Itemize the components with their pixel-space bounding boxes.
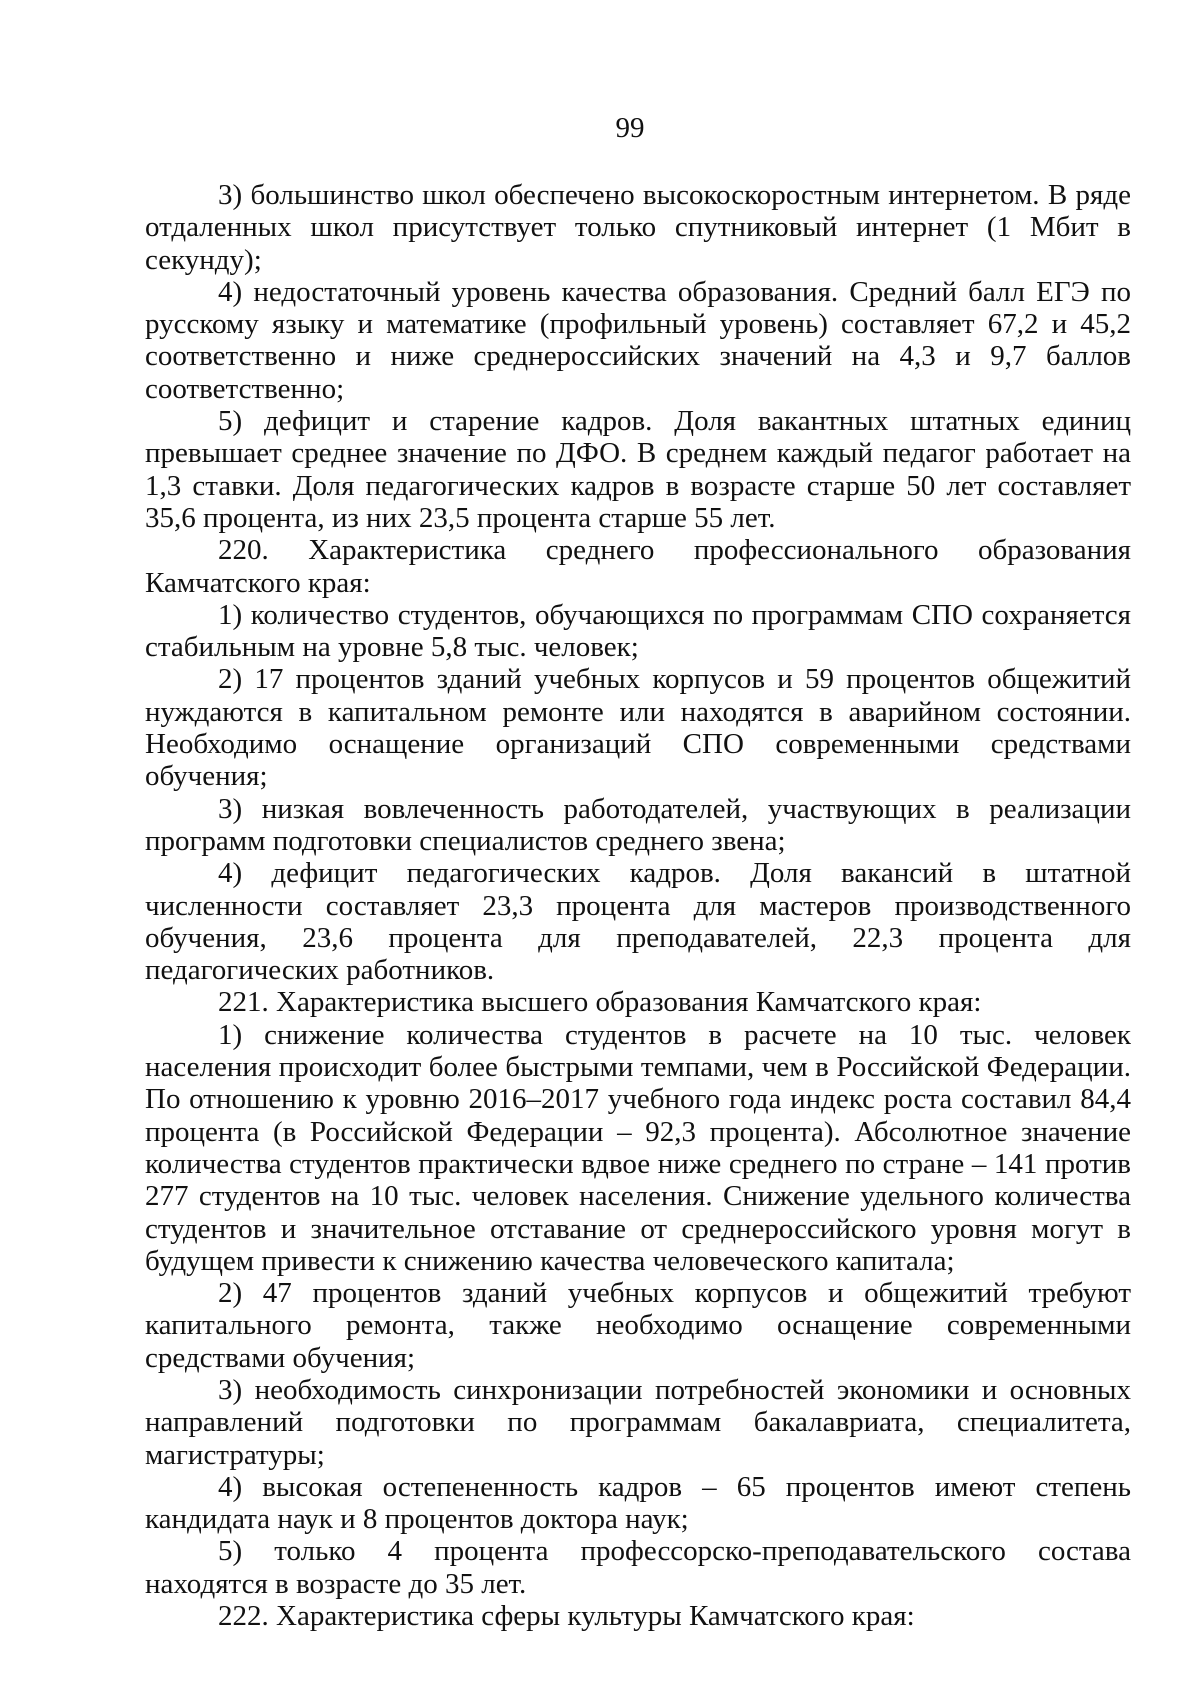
paragraph-221: 221. Характеристика высшего образования Камчатского края: — [218, 986, 982, 1019]
paragraph-item-3: 3) большинство школ обеспечено высокоскоростным интернетом. В ряде отдаленных школ присутствует только спутниковый интернет (1 Мбит в секунду); — [145, 179, 1131, 276]
paragraph-220-item-2: 2) 17 процентов зданий учебных корпусов и 59 процентов общежитий нуждаются в капитальном ремонте или находятся в аварийном состоянии. Необходимо оснащение организаций СПО современными средствами обучения; — [145, 663, 1131, 793]
paragraph-221-item-4: 4) высокая остепененность кадров – 65 процентов имеют степень кандидата наук и 8 процентов доктора наук; — [145, 1470, 1131, 1536]
paragraph-item-4: 4) недостаточный уровень качества образования. Средний балл ЕГЭ по русскому языку и математике (профильный уровень) составляет 67,2 и 45,2 соответственно и ниже среднероссийских значений на 4,3 и 9,7 баллов соответственно; — [145, 275, 1131, 405]
paragraph-220: 220. Характеристика среднего профессионального образования Камчатского края: — [145, 534, 1131, 599]
paragraph-220-item-4: 4) дефицит педагогических кадров. Доля вакансий в штатной численности составляет 23,3 процента для мастеров производственного обучения, 23,6 процента для преподавателей, 22,3 процента для педагогических работников. — [145, 857, 1131, 987]
paragraph-220-item-3: 3) низкая вовлеченность работодателей, участвующих в реализации программ подготовки специалистов среднего звена; — [145, 792, 1131, 857]
document-body — [145, 179, 1131, 1632]
paragraph-221-item-3: 3) необходимость синхронизации потребностей экономики и основных направлений подготовки по программам бакалавриата, специалитета, магистратуры; — [145, 1373, 1131, 1471]
page-number: 99 — [615, 112, 645, 144]
paragraph-221-item-5: 5) только 4 процента профессорско-преподавательского состава находятся в возрасте до 35 лет. — [145, 1535, 1131, 1600]
paragraph-221-item-1: 1) снижение количества студентов в расчете на 10 тыс. человек населения происходит более быстрыми темпами, чем в Российской Федерации. По отношению к уровню 2016–2017 учебного года индекс роста составил 84,4 процента (в Российской Федерации – 92,3 процента). Абсолютное значение количества студентов практически вдвое ниже среднего по стране – 141 против 277 студентов на 10 тыс. человек населения. Снижение удельного количества студентов и значительное отставание от среднероссийского уровня могут в будущем привести к снижению качества человеческого капитала; — [145, 1018, 1131, 1277]
paragraph-222: 222. Характеристика сферы культуры Камчатского края: — [218, 1600, 915, 1633]
paragraph-221-item-2: 2) 47 процентов зданий учебных корпусов и общежитий требуют капитального ремонта, также необходимо оснащение современными средствами обучения; — [145, 1277, 1131, 1374]
paragraph-item-5: 5) дефицит и старение кадров. Доля вакантных штатных единиц превышает среднее значение по ДФО. В среднем каждый педагог работает на 1,3 ставки. Доля педагогических кадров в возрасте старше 50 лет составляет 35,6 процента, из них 23,5 процента старше 55 лет. — [145, 405, 1131, 534]
paragraph-220-item-1: 1) количество студентов, обучающихся по программам СПО сохраняется стабильным на уровне 5,8 тыс. человек; — [145, 598, 1131, 664]
